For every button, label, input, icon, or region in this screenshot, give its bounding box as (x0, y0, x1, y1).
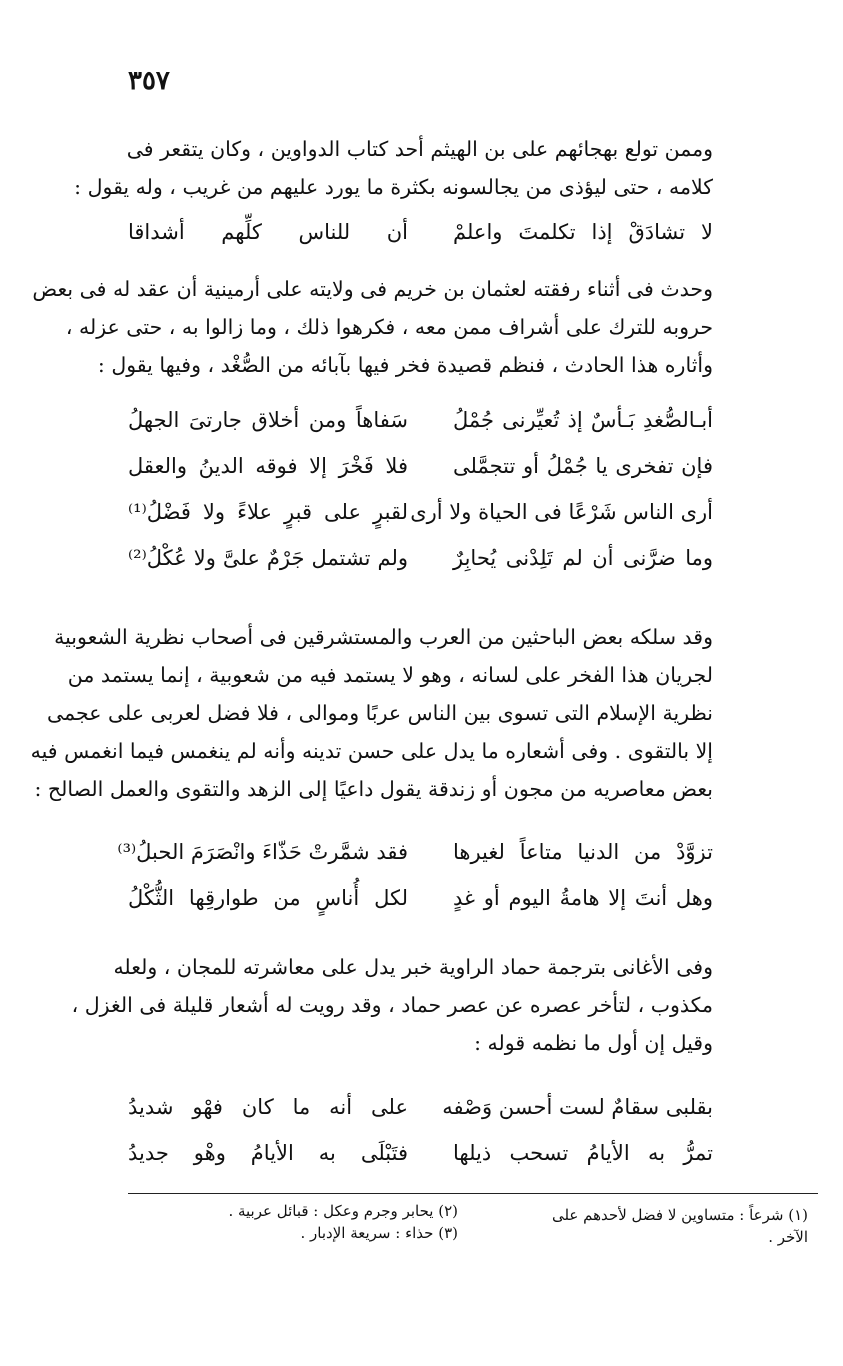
text-line: إلا بالتقوى . وفى أشعاره ما يدل على حسن تدينه وأنه لم ينغمس فيما انغمس فيه (30, 739, 713, 763)
verse-line (128, 1141, 713, 1187)
verse-hemistich-second: ولم تشتمل جَرْمٌ علىَّ ولا عُكْلُ⁽²⁾ (128, 546, 408, 570)
verse-hemistich-first: أرى الناس شَرْعًا فى الحياة ولا أرى (410, 500, 713, 524)
verse-block-2 (128, 408, 713, 592)
verse-line (128, 546, 713, 592)
verse-hemistich-second: لكل أُناسٍ من طوارقِها الثُّكْلُ (128, 886, 408, 910)
text-line: وقيل إن أول ما نظمه قوله : (474, 1031, 713, 1055)
verse-hemistich-second: فلا فَخْرَ إلا فوقه الدينُ والعقل (128, 454, 408, 478)
page-number: ٣٥٧ (128, 66, 170, 96)
verse-block-1 (128, 220, 713, 266)
verse-line (128, 220, 713, 266)
verse-hemistich-second: أن للناس كلِّهم أشداقا (128, 220, 408, 244)
verse-hemistich-first: فإن تفخرى يا جُمْلُ أو تتجمَّلى (453, 454, 713, 478)
verse-line (128, 408, 713, 454)
verse-hemistich-first: بقلبى سقامٌ لست أحسن وَصْفه (442, 1095, 713, 1119)
verse-line (117, 840, 713, 886)
paragraph-3 (30, 618, 737, 808)
footnote-line: (١) شرعاً : متساوين لا فضل لأحدهم على (551, 1206, 808, 1224)
verse-hemistich-second: لقبرٍ على قبرٍ علاءً ولا فَضْلُ⁽¹⁾ (128, 500, 408, 524)
verse-line (128, 1095, 713, 1141)
footnote-line: الآخر . (768, 1228, 808, 1246)
verse-hemistich-second: فتَبْلَى به الأيامُ وهْو جديدُ (128, 1141, 408, 1165)
text-line: حروبه للترك على أشراف ممن معه ، فكرهوا ذلك ، وما زالوا به ، حتى عزله ، (65, 315, 713, 339)
verse-hemistich-first: وما ضرَّنى أن لم تَلِدْنى يُحابِرٌ (453, 546, 713, 570)
text-line: وقد سلكه بعض الباحثين من العرب والمستشرقين فى أصحاب نظرية الشعوبية (54, 625, 713, 649)
paragraph-4 (71, 948, 737, 1062)
text-line: وحدث فى أثناء رفقته لعثمان بن خريم فى ولايته على أرمينية أن عقد له فى بعض (32, 277, 713, 301)
text-line: وأثاره هذا الحادث ، فنظم قصيدة فخر فيها بآبائه من الصُّغْد ، وفيها يقول : (97, 353, 713, 377)
verse-block-4 (128, 1095, 713, 1187)
verse-hemistich-first: تمرُّ به الأيامُ تسحب ذيلها (453, 1141, 713, 1165)
footnote-line: (٢) يحابر وجرم وعكل : قبائل عربية . (228, 1202, 458, 1220)
verse-hemistich-first: لا تشادَقْ إذا تكلمتَ واعلمْ (453, 220, 713, 244)
text-line: مكذوب ، لتأخر عصره عن عصر حماد ، وقد رويت له أشعار قليلة فى الغزل ، (71, 993, 713, 1017)
verse-hemistich-first: أبـالصُّغدِ بَـأسٌ إذ تُعيِّرنى جُمْلُ (453, 408, 713, 432)
footnote-1 (498, 1204, 808, 1248)
verse-hemistich-second: سَفاهاً ومن أخلاق جارتىَ الجهلُ (128, 408, 408, 432)
text-line: وممن تولع بهجائهم على بن الهيثم أحد كتاب الدواوين ، وكان يتقعر فى (126, 137, 713, 161)
footnote-line: (٣) حذاء : سريعة الإدبار . (300, 1224, 458, 1242)
verse-hemistich-second: على أنه ما كان فهْو شديدُ (128, 1095, 408, 1119)
verse-hemistich-second: فقد شمَّرتْ حَذّاءَ وانْصَرَمَ الحبلُ⁽³⁾ (117, 840, 408, 864)
paragraph-2 (32, 270, 737, 384)
verse-line (128, 500, 713, 546)
verse-line (128, 886, 713, 932)
text-line: لجريان هذا الفخر على لسانه ، وهو لا يستمد فيه من شعوبية ، إنما يستمد من (67, 663, 713, 687)
verse-line (128, 454, 713, 500)
text-line: وفى الأغانى بترجمة حماد الراوية خبر يدل على معاشرته للمجان ، ولعله (113, 955, 713, 979)
text-line: نظرية الإسلام التى تسوى بين الناس عربًا وموالى ، فلا فضل لعربى على عجمى (47, 701, 713, 725)
footnote-separator (128, 1193, 818, 1194)
paragraph-1 (74, 130, 737, 206)
footnotes-2-3 (128, 1200, 458, 1244)
text-line: بعض معاصريه من مجون أو زندقة يقول داعيًا إلى الزهد والتقوى والعمل الصالح : (34, 777, 713, 801)
verse-hemistich-first: وهل أنتَ إلا هامةُ اليوم أو غدٍ (453, 886, 713, 910)
verse-hemistich-first: تزوَّدْ من الدنيا متاعاً لغيرها (453, 840, 713, 864)
text-line: كلامه ، حتى ليؤذى من يجالسونه بكثرة ما يورد عليهم من غريب ، وله يقول : (74, 175, 713, 199)
verse-block-3 (117, 840, 713, 932)
